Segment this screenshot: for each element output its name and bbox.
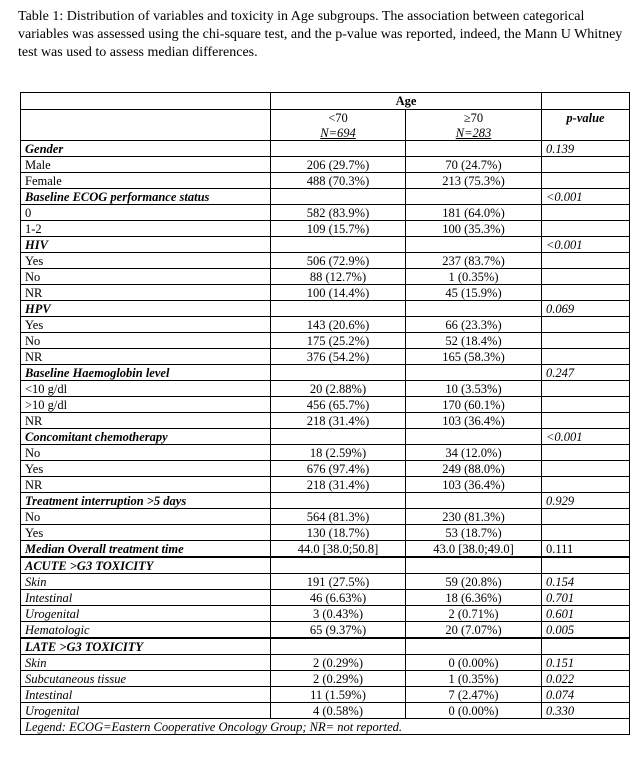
- value-lt70: 376 (54.2%): [271, 349, 406, 365]
- p-value: <0.001: [542, 189, 630, 205]
- row-label: Urogenital: [21, 703, 271, 719]
- p-value-empty: [542, 285, 630, 301]
- value-ge70: 45 (15.9%): [406, 285, 542, 301]
- value-ge70-empty: [406, 557, 542, 574]
- p-value-empty: [542, 157, 630, 173]
- row-label: Urogenital: [21, 606, 271, 622]
- category-label: Baseline Haemoglobin level: [21, 365, 271, 381]
- value-ge70: 103 (36.4%): [406, 477, 542, 493]
- median-row: [21, 541, 630, 558]
- p-value: 0.330: [542, 703, 630, 719]
- table-row: [21, 269, 630, 285]
- value-ge70-empty: [406, 237, 542, 253]
- value-ge70: 0 (0.00%): [406, 703, 542, 719]
- p-value-empty: [542, 333, 630, 349]
- table-row: [21, 477, 630, 493]
- p-value-empty: [542, 317, 630, 333]
- value-lt70: 4 (0.58%): [271, 703, 406, 719]
- p-value-empty: [542, 397, 630, 413]
- table-row: [21, 509, 630, 525]
- section-label: LATE >G3 TOXICITY: [21, 638, 271, 655]
- value-lt70: 100 (14.4%): [271, 285, 406, 301]
- row-label: Skin: [21, 574, 271, 590]
- value-ge70: 70 (24.7%): [406, 157, 542, 173]
- table-row: [21, 173, 630, 189]
- category-label: Gender: [21, 141, 271, 157]
- value-ge70: 103 (36.4%): [406, 413, 542, 429]
- table-row: [21, 349, 630, 365]
- category-label: HIV: [21, 237, 271, 253]
- category-row: [21, 429, 630, 445]
- p-value: 0.151: [542, 655, 630, 671]
- table-caption: Table 1: Distribution of variables and toxicity in Age subgroups. The association between categorical variables was assessed using the chi-square test, and the p-value was reported, indeed, the Mann U Whitney test was used to assess median differences.: [18, 9, 623, 60]
- table-row: [21, 445, 630, 461]
- p-value: 0.069: [542, 301, 630, 317]
- p-value-empty: [542, 413, 630, 429]
- section-label: ACUTE >G3 TOXICITY: [21, 557, 271, 574]
- value-lt70: 456 (65.7%): [271, 397, 406, 413]
- value-ge70: 249 (88.0%): [406, 461, 542, 477]
- toxicity-row: [21, 703, 630, 719]
- value-lt70-empty: [271, 237, 406, 253]
- table-row: [21, 253, 630, 269]
- toxicity-row: [21, 622, 630, 639]
- value-ge70: 170 (60.1%): [406, 397, 542, 413]
- value-lt70: 11 (1.59%): [271, 687, 406, 703]
- row-label: Yes: [21, 253, 271, 269]
- p-value: <0.001: [542, 429, 630, 445]
- table-row: [21, 205, 630, 221]
- age-header: Age: [271, 93, 542, 110]
- row-label: Hematologic: [21, 622, 271, 639]
- value-lt70-empty: [271, 638, 406, 655]
- p-value-empty: [542, 253, 630, 269]
- category-row: [21, 493, 630, 509]
- row-label: Male: [21, 157, 271, 173]
- p-value-empty: [542, 477, 630, 493]
- p-value: 0.111: [542, 541, 630, 558]
- toxicity-row: [21, 606, 630, 622]
- row-label: Yes: [21, 461, 271, 477]
- value-lt70: 218 (31.4%): [271, 413, 406, 429]
- p-value-empty: [542, 349, 630, 365]
- toxicity-row: [21, 590, 630, 606]
- value-ge70: 43.0 [38.0;49.0]: [406, 541, 542, 558]
- row-label: NR: [21, 285, 271, 301]
- age-lt70-header: <70: [271, 110, 406, 126]
- value-ge70: 165 (58.3%): [406, 349, 542, 365]
- p-value: 0.005: [542, 622, 630, 639]
- value-ge70: 66 (23.3%): [406, 317, 542, 333]
- p-value: <0.001: [542, 237, 630, 253]
- age-subgroups-table: [20, 92, 630, 735]
- value-lt70-empty: [271, 557, 406, 574]
- row-label: No: [21, 269, 271, 285]
- value-ge70: 100 (35.3%): [406, 221, 542, 237]
- value-ge70: 237 (83.7%): [406, 253, 542, 269]
- p-value: 0.154: [542, 574, 630, 590]
- table-row: [21, 157, 630, 173]
- toxicity-row: [21, 687, 630, 703]
- table-row: [21, 285, 630, 301]
- header-blank: [21, 125, 271, 141]
- value-lt70: 506 (72.9%): [271, 253, 406, 269]
- row-label: Yes: [21, 317, 271, 333]
- value-ge70: 181 (64.0%): [406, 205, 542, 221]
- category-label: Concomitant chemotherapy: [21, 429, 271, 445]
- value-ge70: 213 (75.3%): [406, 173, 542, 189]
- row-label: NR: [21, 349, 271, 365]
- header-blank-p: [542, 125, 630, 141]
- value-lt70: 143 (20.6%): [271, 317, 406, 333]
- p-value: 0.139: [542, 141, 630, 157]
- value-ge70-empty: [406, 493, 542, 509]
- value-lt70: 2 (0.29%): [271, 655, 406, 671]
- value-ge70: 1 (0.35%): [406, 671, 542, 687]
- row-label: No: [21, 333, 271, 349]
- value-lt70: 488 (70.3%): [271, 173, 406, 189]
- row-label: No: [21, 445, 271, 461]
- p-value-empty: [542, 525, 630, 541]
- table-row: [21, 397, 630, 413]
- header-blank: [21, 93, 271, 110]
- row-label: 1-2: [21, 221, 271, 237]
- category-label: Treatment interruption >5 days: [21, 493, 271, 509]
- category-row: [21, 237, 630, 253]
- value-lt70: 130 (18.7%): [271, 525, 406, 541]
- value-ge70: 230 (81.3%): [406, 509, 542, 525]
- value-lt70: 18 (2.59%): [271, 445, 406, 461]
- p-value-empty: [542, 221, 630, 237]
- table-legend: Legend: ECOG=Eastern Cooperative Oncology Group; NR= not reported.: [21, 719, 630, 735]
- value-ge70: 53 (18.7%): [406, 525, 542, 541]
- value-lt70-empty: [271, 429, 406, 445]
- value-lt70: 46 (6.63%): [271, 590, 406, 606]
- toxicity-row: [21, 655, 630, 671]
- value-lt70: 44.0 [38.0;50.8]: [271, 541, 406, 558]
- p-value: 0.074: [542, 687, 630, 703]
- legend-row: [21, 719, 630, 735]
- row-label: No: [21, 509, 271, 525]
- row-label: Female: [21, 173, 271, 189]
- row-label: Skin: [21, 655, 271, 671]
- p-value: 0.247: [542, 365, 630, 381]
- p-value-empty: [542, 381, 630, 397]
- table-row: [21, 317, 630, 333]
- p-value-empty: [542, 461, 630, 477]
- category-label: HPV: [21, 301, 271, 317]
- row-label: Median Overall treatment time: [21, 541, 271, 558]
- value-ge70: 52 (18.4%): [406, 333, 542, 349]
- row-label: NR: [21, 413, 271, 429]
- p-value-empty: [542, 445, 630, 461]
- p-value: 0.601: [542, 606, 630, 622]
- p-value-empty: [542, 557, 630, 574]
- value-lt70: 191 (27.5%): [271, 574, 406, 590]
- p-value-empty: [542, 509, 630, 525]
- table-row: [21, 221, 630, 237]
- table-row: [21, 525, 630, 541]
- header-blank: [21, 110, 271, 126]
- category-row: [21, 365, 630, 381]
- category-row: [21, 141, 630, 157]
- p-value-empty: [542, 173, 630, 189]
- value-lt70: 676 (97.4%): [271, 461, 406, 477]
- value-lt70-empty: [271, 301, 406, 317]
- value-lt70: 564 (81.3%): [271, 509, 406, 525]
- table-row: [21, 381, 630, 397]
- value-ge70: 0 (0.00%): [406, 655, 542, 671]
- p-value-empty: [542, 269, 630, 285]
- toxicity-row: [21, 574, 630, 590]
- value-lt70: 175 (25.2%): [271, 333, 406, 349]
- pvalue-header: p-value: [542, 110, 630, 126]
- n-lt70-header: N=694: [271, 125, 406, 141]
- row-label: >10 g/dl: [21, 397, 271, 413]
- row-label: Intestinal: [21, 590, 271, 606]
- row-label: 0: [21, 205, 271, 221]
- value-lt70: 65 (9.37%): [271, 622, 406, 639]
- p-value-empty: [542, 638, 630, 655]
- value-ge70-empty: [406, 365, 542, 381]
- value-lt70-empty: [271, 493, 406, 509]
- value-lt70-empty: [271, 365, 406, 381]
- table-row: [21, 413, 630, 429]
- table-row: [21, 333, 630, 349]
- section-header-row: [21, 638, 630, 655]
- value-lt70-empty: [271, 189, 406, 205]
- value-ge70-empty: [406, 301, 542, 317]
- value-lt70-empty: [271, 141, 406, 157]
- value-ge70: 18 (6.36%): [406, 590, 542, 606]
- value-ge70: 59 (20.8%): [406, 574, 542, 590]
- row-label: Subcutaneous tissue: [21, 671, 271, 687]
- row-label: Yes: [21, 525, 271, 541]
- category-row: [21, 189, 630, 205]
- value-ge70-empty: [406, 429, 542, 445]
- row-label: Intestinal: [21, 687, 271, 703]
- value-ge70-empty: [406, 189, 542, 205]
- value-ge70: 10 (3.53%): [406, 381, 542, 397]
- header-blank-p: [542, 93, 630, 110]
- p-value-empty: [542, 205, 630, 221]
- age-ge70-header: ≥70: [406, 110, 542, 126]
- value-lt70: 2 (0.29%): [271, 671, 406, 687]
- value-ge70-empty: [406, 141, 542, 157]
- value-lt70: 88 (12.7%): [271, 269, 406, 285]
- p-value: 0.929: [542, 493, 630, 509]
- value-ge70: 34 (12.0%): [406, 445, 542, 461]
- section-header-row: [21, 557, 630, 574]
- category-label: Baseline ECOG performance status: [21, 189, 271, 205]
- p-value: 0.701: [542, 590, 630, 606]
- value-lt70: 218 (31.4%): [271, 477, 406, 493]
- value-lt70: 582 (83.9%): [271, 205, 406, 221]
- row-label: NR: [21, 477, 271, 493]
- table-row: [21, 461, 630, 477]
- category-row: [21, 301, 630, 317]
- toxicity-row: [21, 671, 630, 687]
- value-lt70: 3 (0.43%): [271, 606, 406, 622]
- value-ge70-empty: [406, 638, 542, 655]
- row-label: <10 g/dl: [21, 381, 271, 397]
- value-ge70: 20 (7.07%): [406, 622, 542, 639]
- value-lt70: 109 (15.7%): [271, 221, 406, 237]
- n-ge70-header: N=283: [406, 125, 542, 141]
- p-value: 0.022: [542, 671, 630, 687]
- value-ge70: 2 (0.71%): [406, 606, 542, 622]
- value-ge70: 7 (2.47%): [406, 687, 542, 703]
- value-ge70: 1 (0.35%): [406, 269, 542, 285]
- value-lt70: 206 (29.7%): [271, 157, 406, 173]
- value-lt70: 20 (2.88%): [271, 381, 406, 397]
